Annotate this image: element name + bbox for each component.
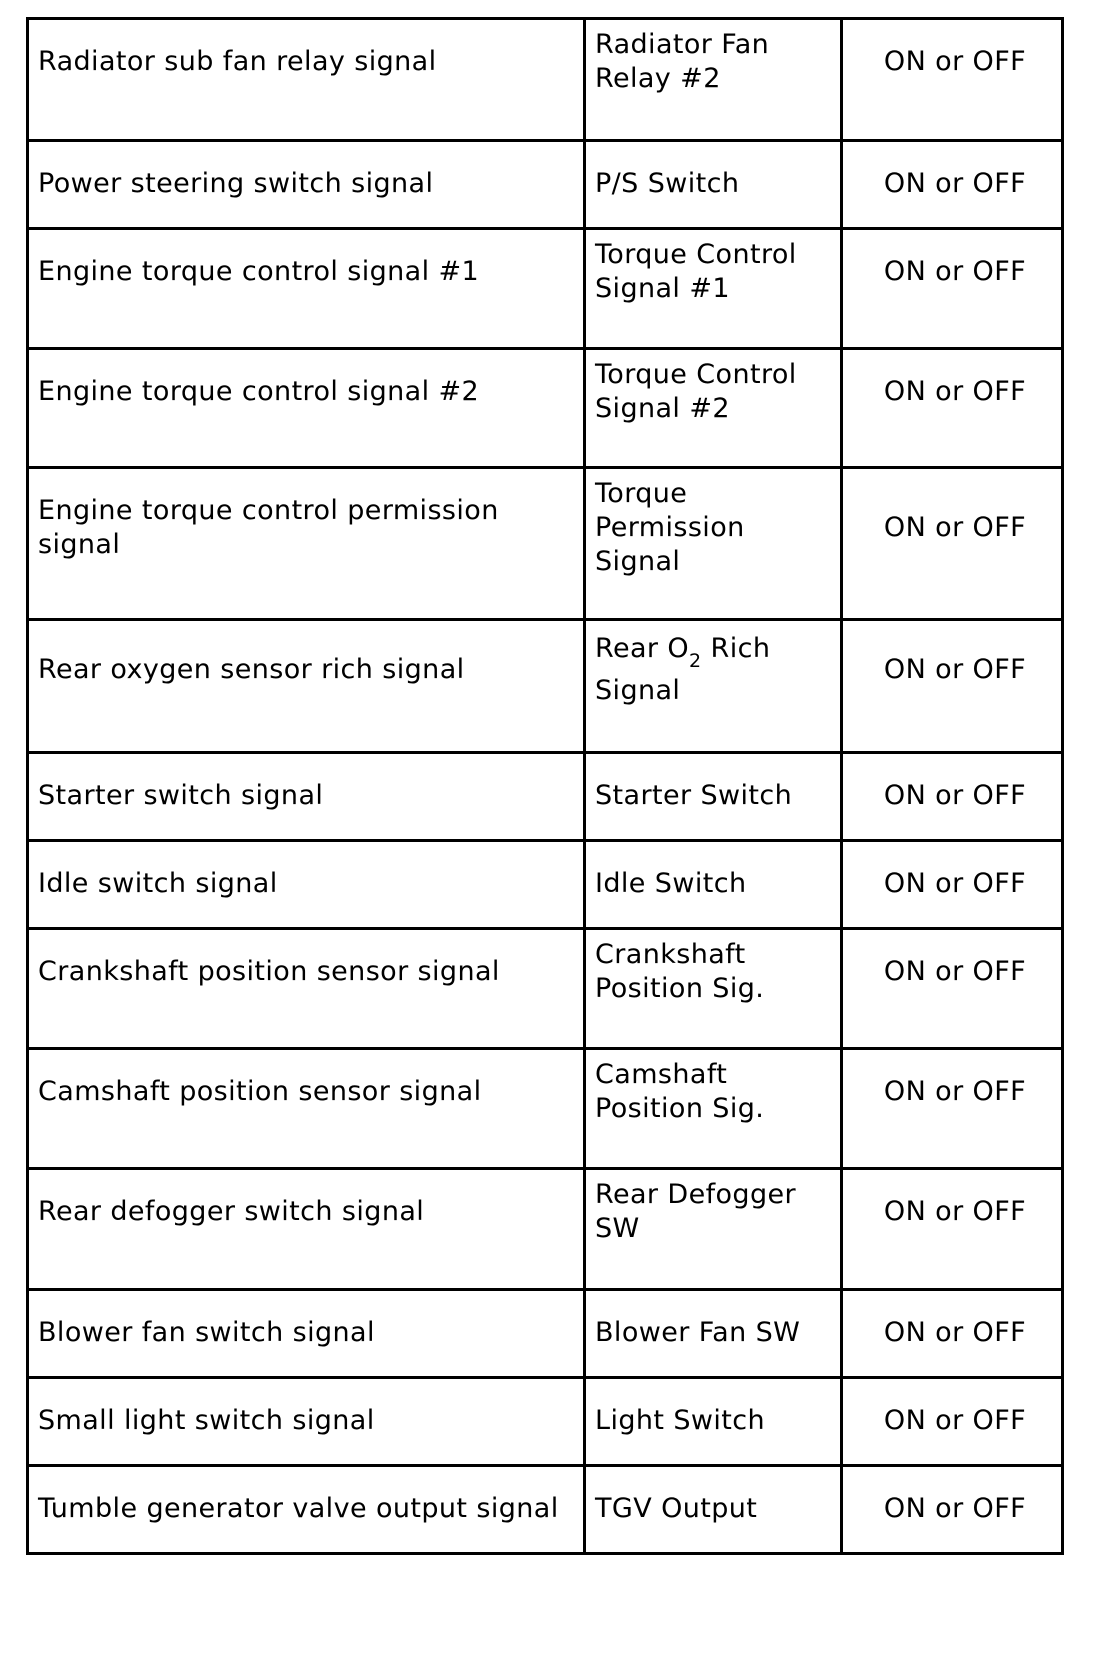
signal-description: Tumble generator valve output signal — [28, 1466, 585, 1554]
signal-value: ON or OFF — [842, 1290, 1063, 1378]
table-row — [28, 1049, 1063, 1169]
signal-description: Starter switch signal — [28, 753, 585, 841]
signal-value: ON or OFF — [842, 1378, 1063, 1466]
signal-description: Crankshaft position sensor signal — [28, 929, 585, 1049]
signal-value: ON or OFF — [842, 229, 1063, 349]
monitor-item-name: Torque Control Signal #1 — [585, 229, 842, 349]
signal-table — [26, 17, 1064, 1555]
table-row — [28, 349, 1063, 468]
table-row — [28, 929, 1063, 1049]
signal-value: ON or OFF — [842, 1169, 1063, 1290]
table-row — [28, 753, 1063, 841]
signal-description: Engine torque control signal #1 — [28, 229, 585, 349]
signal-value: ON or OFF — [842, 841, 1063, 929]
signal-description: Blower fan switch signal — [28, 1290, 585, 1378]
monitor-item-name: P/S Switch — [585, 141, 842, 229]
table-row — [28, 141, 1063, 229]
table-row — [28, 1290, 1063, 1378]
monitor-item-name: Radiator Fan Relay #2 — [585, 19, 842, 141]
monitor-item-name: TGV Output — [585, 1466, 842, 1554]
table-row — [28, 620, 1063, 753]
monitor-item-name: Crankshaft Position Sig. — [585, 929, 842, 1049]
monitor-item-name: Torque Permission Signal — [585, 468, 842, 620]
table-row — [28, 229, 1063, 349]
signal-value: ON or OFF — [842, 1466, 1063, 1554]
monitor-item-name: Torque Control Signal #2 — [585, 349, 842, 468]
signal-value: ON or OFF — [842, 19, 1063, 141]
signal-description: Camshaft position sensor signal — [28, 1049, 585, 1169]
signal-description: Radiator sub fan relay signal — [28, 19, 585, 141]
signal-description: Power steering switch signal — [28, 141, 585, 229]
monitor-item-name: Light Switch — [585, 1378, 842, 1466]
monitor-item-name: Rear Defogger SW — [585, 1169, 842, 1290]
signal-value: ON or OFF — [842, 1049, 1063, 1169]
signal-description: Rear oxygen sensor rich signal — [28, 620, 585, 753]
monitor-item-name: Blower Fan SW — [585, 1290, 842, 1378]
table-row — [28, 1466, 1063, 1554]
monitor-item-name: Rear $O_2$ Rich Signal — [585, 620, 842, 753]
signal-description: Engine torque control permission signal — [28, 468, 585, 620]
table-row — [28, 841, 1063, 929]
table-row — [28, 468, 1063, 620]
signal-value: ON or OFF — [842, 141, 1063, 229]
signal-description: Engine torque control signal #2 — [28, 349, 585, 468]
signal-description: Small light switch signal — [28, 1378, 585, 1466]
table-row — [28, 19, 1063, 141]
monitor-item-name: Idle Switch — [585, 841, 842, 929]
monitor-item-name: Starter Switch — [585, 753, 842, 841]
signal-value: ON or OFF — [842, 349, 1063, 468]
signal-description: Rear defogger switch signal — [28, 1169, 585, 1290]
signal-value: ON or OFF — [842, 620, 1063, 753]
signal-value: ON or OFF — [842, 929, 1063, 1049]
table-row — [28, 1169, 1063, 1290]
table-row — [28, 1378, 1063, 1466]
monitor-item-name: Camshaft Position Sig. — [585, 1049, 842, 1169]
signal-value: ON or OFF — [842, 753, 1063, 841]
signal-description: Idle switch signal — [28, 841, 585, 929]
signal-value: ON or OFF — [842, 468, 1063, 620]
